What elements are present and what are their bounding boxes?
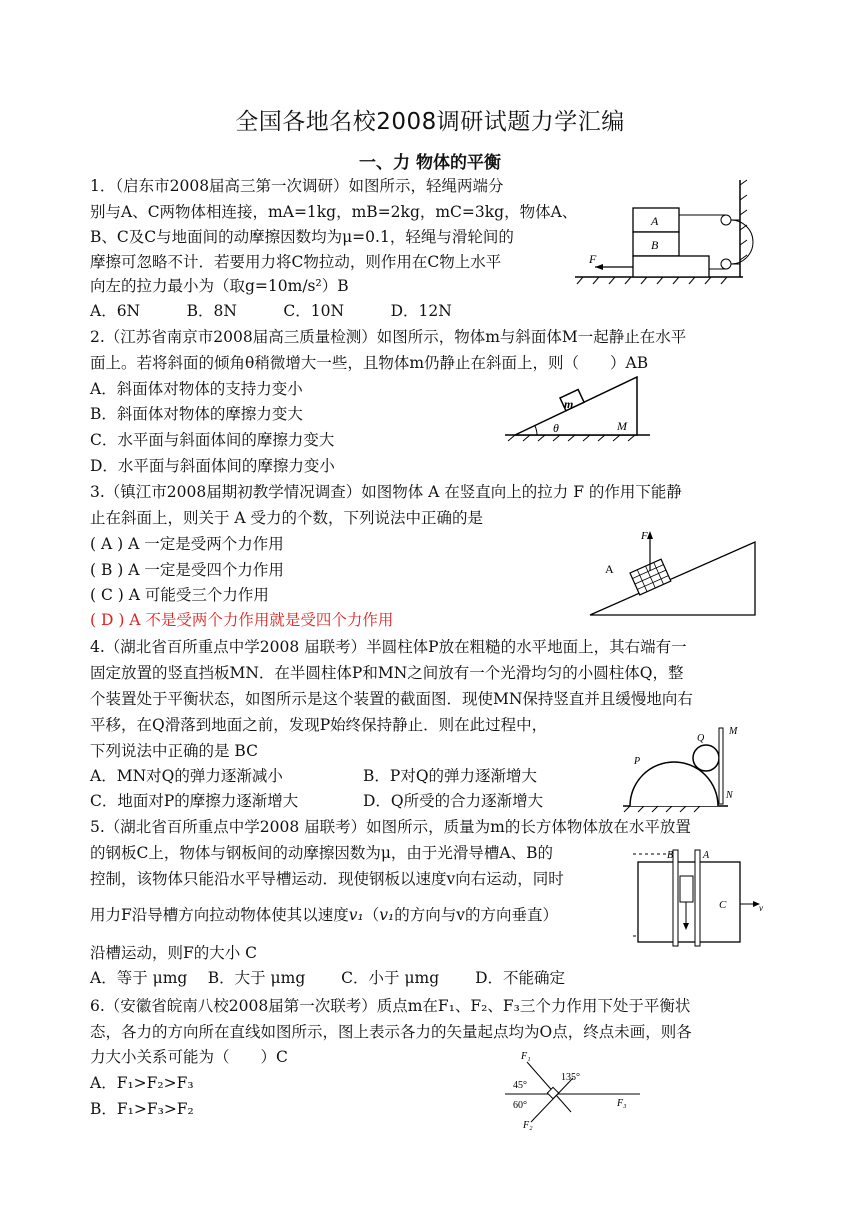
q5-line-4-c: （ — [363, 906, 380, 924]
q4-fig-label-m: M — [729, 726, 738, 737]
q2-option-c: C．水平面与斜面体间的摩擦力变大 — [90, 431, 335, 449]
q2-option-b: B．斜面体对物体的摩擦力变大 — [90, 405, 303, 423]
q4-line-3: 个装置处于平衡状态，如图所示是这个装置的截面图．现使MN保持竖直并且缓慢地向右 — [90, 690, 693, 708]
q6-figure-force-lines — [505, 1048, 645, 1132]
q2-option-a: A．斜面体对物体的支持力变小 — [90, 380, 303, 398]
q5-line-4-e: 的方向与v的方向垂直） — [394, 906, 559, 924]
q5-v1-symbol: v₁ — [348, 906, 364, 924]
q6-fig-label-f2: F₂ — [523, 1120, 533, 1131]
q3-option-a: ( A ) A 一定是受两个力作用 — [90, 535, 284, 553]
q1-figure-pulley-blocks — [575, 180, 755, 290]
q1-fig-label-b: B — [651, 238, 659, 252]
q1-options: A．6N B．8N C．10N D．12N — [90, 302, 452, 320]
q1-fig-label-a: A — [651, 214, 659, 228]
q5-fig-label-v: v — [759, 903, 763, 913]
q6-line-3: 力大小关系可能为（ ）C — [90, 1048, 288, 1066]
q2-option-d: D．水平面与斜面体间的摩擦力变小 — [90, 457, 335, 475]
q6-fig-angle-45: 45° — [513, 1080, 527, 1091]
q1-fig-label-f: F — [589, 252, 597, 266]
q5-line-4-a: 用力F沿导槽方向拉动物体使其以速度 — [90, 906, 349, 924]
q4-fig-label-n: N — [726, 790, 733, 801]
q3-figure-incline-block — [585, 525, 760, 620]
q6-option-a: A．F₁>F₂>F₃ — [90, 1074, 194, 1092]
q5-figure-steel-plate — [633, 848, 768, 948]
q4-line-1: 4.（湖北省百所重点中学2008 届联考）半圆柱体P放在粗糙的水平地面上，其右端有一 — [90, 638, 687, 656]
q2-fig-label-big-m: M — [617, 419, 627, 433]
q5-line-1: 5.（湖北省百所重点中学2008 届联考）如图所示，质量为m的长方体物体放在水平放置 — [90, 818, 691, 836]
q5-line-5: 沿槽运动，则F的大小 C — [90, 944, 258, 962]
q3-fig-label-a: A — [605, 562, 614, 576]
q5-line-3: 控制，该物体只能沿水平导槽运动．现使钢板以速度v向右运动，同时 — [90, 870, 564, 888]
q4-fig-label-p: P — [634, 756, 641, 767]
q4-option-c: C．地面对P的摩擦力逐渐增大 — [90, 792, 299, 810]
q4-figure-cylinders — [618, 722, 748, 814]
q5-fig-label-b: B — [667, 850, 674, 861]
q1-line-3: B、C及C与地面间的动摩擦因数均为μ=0.1，轻绳与滑轮间的 — [90, 228, 514, 246]
q5-line-2: 的钢板C上，物体与钢板间的动摩擦因数为μ，由于光滑导槽A、B的 — [90, 844, 554, 862]
q6-fig-angle-60: 60° — [513, 1100, 527, 1111]
q2-figure-incline — [505, 372, 655, 442]
section-heading: 一、力 物体的平衡 — [359, 153, 501, 173]
q3-option-c: ( C ) A 可能受三个力作用 — [90, 586, 269, 604]
q3-line-2: 止在斜面上，则关于 A 受力的个数，下列说法中正确的是 — [90, 509, 484, 527]
q4-option-a: A．MN对Q的弹力逐渐减小 — [90, 767, 283, 785]
q4-line-2: 固定放置的竖直挡板MN．在半圆柱体P和MN之间放有一个光滑均匀的小圆柱体Q，整 — [90, 664, 684, 682]
q4-fig-label-q: Q — [697, 733, 705, 744]
q1-line-1: 1．（启东市2008届高三第一次调研）如图所示，轻绳两端分 — [90, 177, 504, 195]
q5-fig-label-c: C — [719, 899, 727, 911]
q3-option-d: ( D ) A 不是受两个力作用就是受四个力作用 — [90, 611, 394, 629]
q1-line-4: 摩擦可忽略不计．若要用力将C物拉动，则作用在C物上水平 — [90, 253, 502, 271]
q2-line-2: 面上。若将斜面的倾角θ稍微增大一些，且物体m仍静止在斜面上，则（ ）AB — [90, 354, 649, 372]
q6-fig-angle-135: 135° — [561, 1072, 580, 1083]
q4-line-5: 下列说法中正确的是 BC — [90, 742, 258, 760]
q6-line-1: 6.（安徽省皖南八校2008届第一次联考）质点m在F₁、F₂、F₃三个力作用下处于平衡状 — [90, 997, 691, 1015]
q4-option-d: D．Q所受的合力逐渐增大 — [363, 792, 544, 810]
q4-line-4: 平移，在Q滑落到地面之前，发现P始终保持静止．则在此过程中， — [90, 716, 548, 734]
q2-fig-label-theta: θ — [553, 421, 559, 435]
q5-options: A．等于 μmg B．大于 μmg C．小于 μmg D．不能确定 — [90, 969, 566, 987]
q6-fig-label-f3: F₃ — [617, 1098, 627, 1109]
q6-option-b: B．F₁>F₃>F₂ — [90, 1100, 194, 1118]
q1-line-2: 别与A、C两物体相连接，mA=1kg，mB=2kg，mC=3kg，物体A、 — [90, 203, 578, 221]
q5-fig-label-a: A — [703, 850, 710, 861]
q1-line-5: 向左的拉力最小为（取g=10m/s²）B — [90, 277, 349, 295]
q5-line-4 — [90, 904, 558, 926]
q3-fig-label-f: F — [641, 530, 648, 542]
q6-fig-label-f1: F₁ — [521, 1051, 531, 1062]
q4-option-b: B．P对Q的弹力逐渐增大 — [363, 767, 538, 785]
q3-line-1: 3.（镇江市2008届期初教学情况调查）如图物体 A 在竖直向上的拉力 F 的作用下能静 — [90, 483, 682, 501]
q2-fig-label-m: m — [564, 397, 574, 411]
q3-option-b: ( B ) A 一定是受四个力作用 — [90, 561, 284, 579]
q2-line-1: 2.（江苏省南京市2008届高三质量检测）如图所示，物体m与斜面体M一起静止在水平 — [90, 328, 687, 346]
q5-v1-symbol-2: v₁ — [379, 906, 395, 924]
document-title: 全国各地名校2008调研试题力学汇编 — [235, 109, 625, 135]
q6-line-2: 态，各力的方向所在直线如图所示，图上表示各力的矢量起点均为O点，终点未画，则各 — [90, 1023, 692, 1041]
